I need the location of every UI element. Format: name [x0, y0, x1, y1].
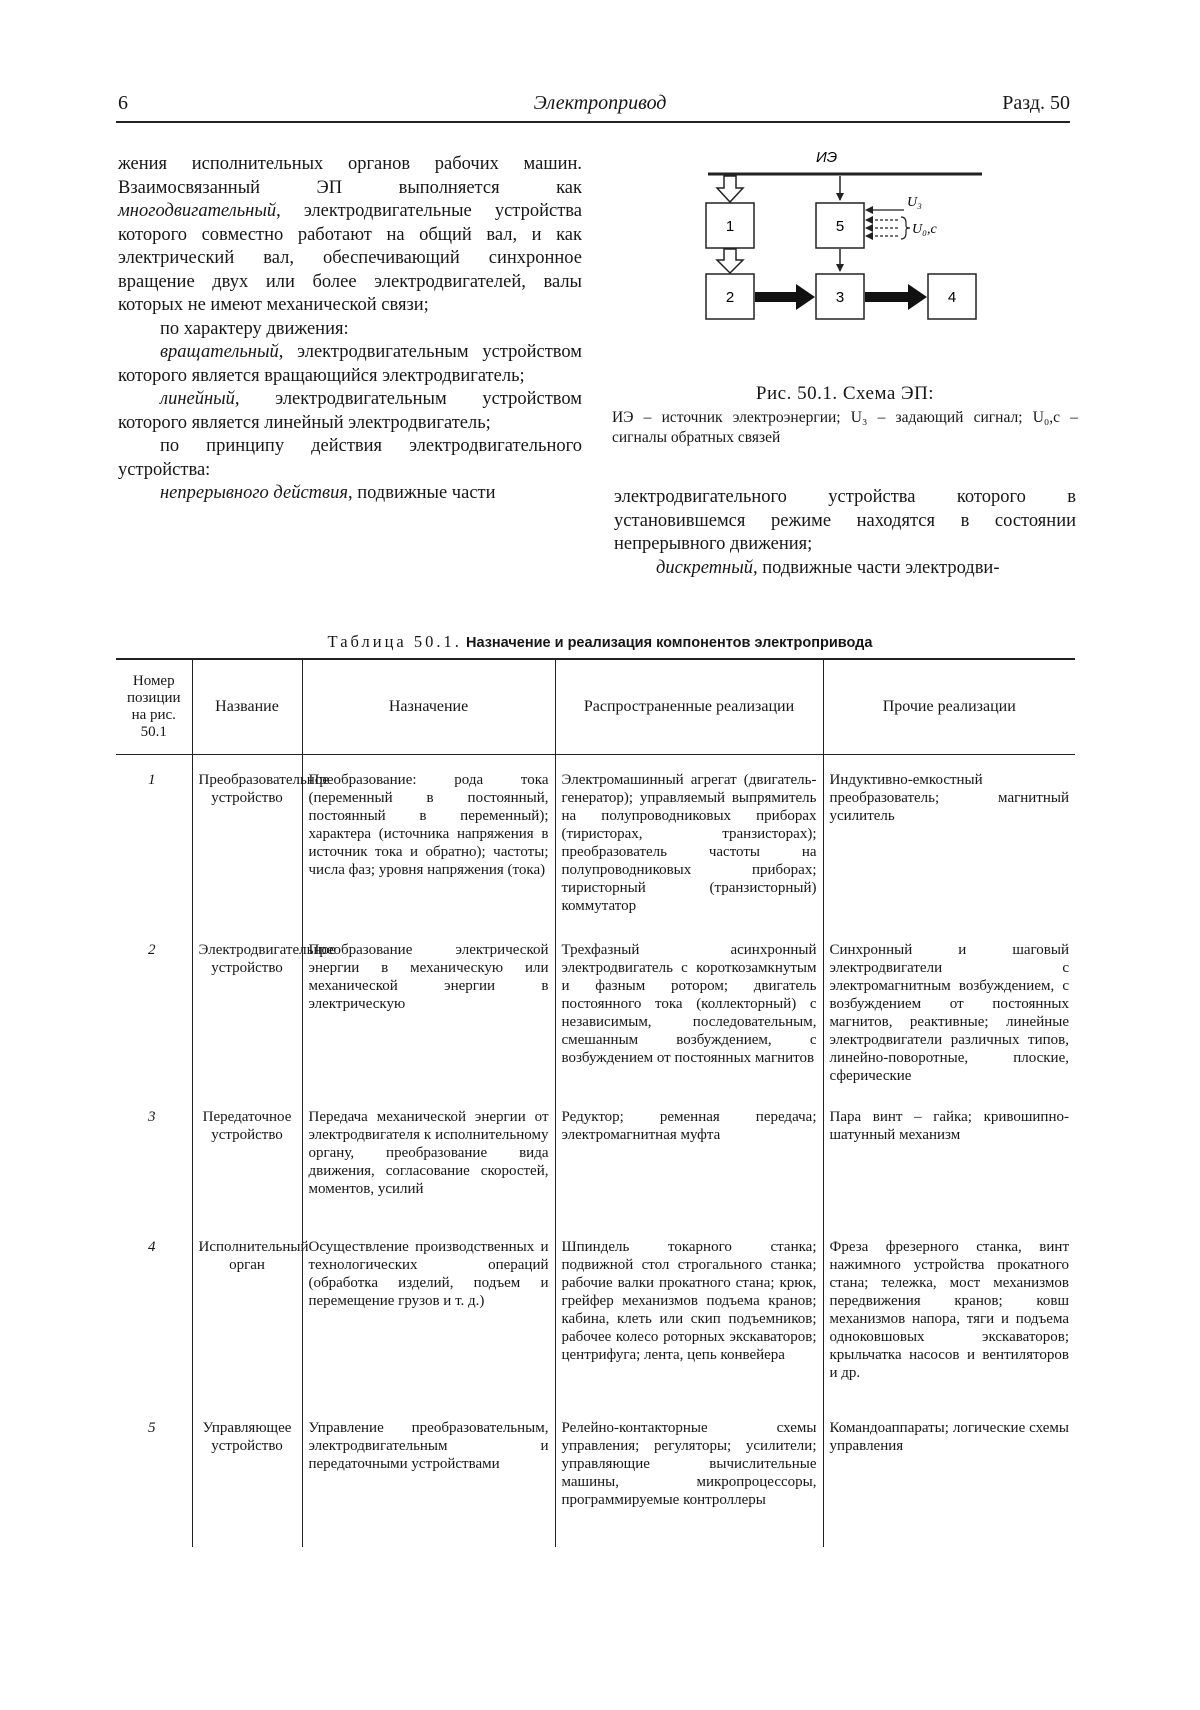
- paragraph-text: , электродвигательным устройством которого является вращающийся электродвигатель;: [118, 342, 582, 386]
- figure-caption-text: ИЭ – источник электроэнергии; U₃ – задающий сигнал; U₀,с – сигналы обратных связей: [612, 409, 1078, 446]
- bold-arrow-3-to-4: [865, 284, 927, 310]
- cell-name: Электродвигательное устройство: [192, 941, 302, 1108]
- table-caption-label: Таблица 50.1.: [327, 632, 462, 651]
- running-title: Электропривод: [533, 92, 667, 114]
- block-diagram: [690, 140, 990, 355]
- cell-name: Передаточное устройство: [192, 1108, 302, 1238]
- cell-name: Исполнительный орган: [192, 1238, 302, 1419]
- left-text-column: [118, 153, 582, 506]
- cell-common: Редуктор; ременная передача; электромагнитная муфта: [555, 1108, 823, 1238]
- right-text-column: [614, 486, 1076, 580]
- components-table: [116, 658, 1075, 1547]
- cell-purpose: Преобразование: рода тока (переменный в постоянный, постоянный в переменный); характера (источника напряжения в источник тока и обратно); частоты; числа фаз; уровня напряжения (тока): [302, 755, 555, 942]
- column-header-number: Номер позиции на рис. 50.1: [116, 659, 192, 755]
- cell-number: 5: [148, 1420, 156, 1436]
- table-row: [116, 1108, 1075, 1238]
- paragraph-text: , подвижные части: [347, 483, 496, 503]
- column-header-common: Распространенные реализации: [555, 659, 823, 755]
- cell-other: Индуктивно-емкостный преобразователь; магнитный усилитель: [823, 755, 1075, 942]
- paragraph-text: , электродвигательным устройством которого является линейный электродвигатель;: [118, 389, 582, 433]
- signal-uz-label: U₃: [907, 195, 922, 210]
- term-italic: многодвигательный: [118, 201, 277, 221]
- paragraph-continuous-cont: электродвигательного устройства которого в установившемся режиме находятся в состоянии непрерывного движения;: [614, 487, 1076, 554]
- cell-other: Синхронный и шаговый электродвигатели с электромагнитным возбуждением, с возбуждением от постоянных магнитов, реактивные; линейные электродвигатели различных типов, линейно-поворотные, плоские, сферические: [823, 941, 1075, 1108]
- block-1-label: 1: [725, 218, 735, 235]
- cell-other: Командоаппараты; логические схемы управления: [823, 1419, 1075, 1547]
- page-number: 6: [118, 92, 128, 114]
- cell-number: 1: [148, 772, 156, 788]
- column-header-other: Прочие реализации: [823, 659, 1075, 755]
- cell-other: Пара винт – гайка; кривошипно-шатунный механизм: [823, 1108, 1075, 1238]
- section-label: Разд. 50: [1002, 92, 1070, 114]
- column-header-name: Название: [192, 659, 302, 755]
- cell-purpose: Управление преобразовательным, электродвигательным и передаточными устройствами: [302, 1419, 555, 1547]
- term-italic: линейный: [160, 389, 235, 409]
- hollow-arrow-1-to-2: [717, 249, 743, 273]
- block-5-label: 5: [835, 218, 845, 235]
- paragraph-linear: [118, 388, 582, 435]
- paragraph-rotational: [118, 341, 582, 388]
- cell-common: Трехфазный асинхронный электродвигатель с короткозамкнутым и фазным ротором; двигатель постоянного тока (коллекторный) с независимым, последовательным, смешанным возбуждением, с возбуждением от постоянных магнитов: [555, 941, 823, 1108]
- cell-name: Управляющее устройство: [192, 1419, 302, 1547]
- paragraph-discrete: [614, 557, 1076, 581]
- paragraph-text: жения исполнительных органов рабочих машин. Взаимосвязанный ЭП выполняется как: [118, 154, 582, 198]
- cell-number: 4: [148, 1239, 156, 1255]
- source-label: ИЭ: [816, 149, 838, 166]
- paragraph-multimotor: [118, 153, 582, 318]
- figure-caption: [612, 384, 1078, 448]
- paragraph-text: , подвижные части электродви-: [753, 557, 1000, 578]
- column-header-purpose: Назначение: [302, 659, 555, 755]
- paragraph-continuous: [118, 482, 582, 506]
- cell-purpose: Осуществление производственных и технологических операций (обработка изделий, подъем и перемещение грузов и т. д.): [302, 1238, 555, 1419]
- signal-uos-label: U₀,с: [912, 222, 937, 237]
- table-row: [116, 941, 1075, 1108]
- feedback-brace: [901, 217, 910, 239]
- cell-purpose: Передача механической энергии от электродвигателя к исполнительному органу, преобразование вида движения, согласование скоростей, моментов, усилий: [302, 1108, 555, 1238]
- cell-purpose: Преобразование электрической энергии в механическую или механической энергии в электрическую: [302, 941, 555, 1108]
- paragraph-by-motion: по характеру движения:: [160, 318, 349, 339]
- cell-common: Электромашинный агрегат (двигатель-генератор); управляемый выпрямитель на полупроводниковых приборах (тиристорах, транзисторах); преобразователь частоты на полупроводниковых приборах; тиристорный (транзисторный) коммутатор: [555, 755, 823, 942]
- cell-number: 2: [148, 942, 156, 958]
- term-italic: дискретный: [656, 557, 754, 578]
- table-row: [116, 1238, 1075, 1419]
- term-italic: непрерывного действия: [160, 483, 348, 503]
- cell-number: 3: [148, 1109, 156, 1125]
- cell-common: Шпиндель токарного станка; подвижной стол строгального станка; рабочие валки прокатного стана; крюк, грейфер механизмов подъема кранов; кабина, клеть или скип подъемников; рабочее колесо роторных экскаваторов; центрифуга; лента, цепь конвейера: [555, 1238, 823, 1419]
- block-4-label: 4: [947, 289, 957, 306]
- block-3-label: 3: [835, 289, 845, 306]
- table-row: [116, 1419, 1075, 1547]
- cell-name: Преобразовательное устройство: [192, 755, 302, 942]
- cell-other: Фреза фрезерного станка, винт нажимного устройства прокатного стана; тележка, мост механизмов передвижения кранов; ковш механизмов напора, тяги и подъема одноковшовых экскаваторов; крыльчатка насосов и вентиляторов и др.: [823, 1238, 1075, 1419]
- paragraph-text: , электродвигательные устройства которого совместно работают на общий вал, и как электрический вал, обеспечивающий синхронное вращение двух или более электродвигателей, валы которых не имеют механической связи;: [118, 201, 582, 315]
- table-caption-name: Назначение и реализация компонентов электропривода: [466, 635, 873, 651]
- paragraph-by-principle: по принципу действия электродвигательного устройства:: [118, 436, 582, 480]
- hollow-arrow-bus-to-1: [717, 176, 743, 202]
- header-rule: [116, 121, 1070, 123]
- table-caption: [0, 632, 1200, 652]
- bold-arrow-2-to-3: [755, 284, 815, 310]
- table-header-row: [116, 659, 1075, 755]
- term-italic: вращательный: [160, 342, 279, 362]
- cell-common: Релейно-контакторные схемы управления; регуляторы; усилители; управляющие вычислительные машины, микропроцессоры, программируемые контроллеры: [555, 1419, 823, 1547]
- table-row: [116, 755, 1075, 942]
- block-2-label: 2: [725, 289, 735, 306]
- figure-caption-title: Рис. 50.1. Схема ЭП:: [755, 383, 935, 404]
